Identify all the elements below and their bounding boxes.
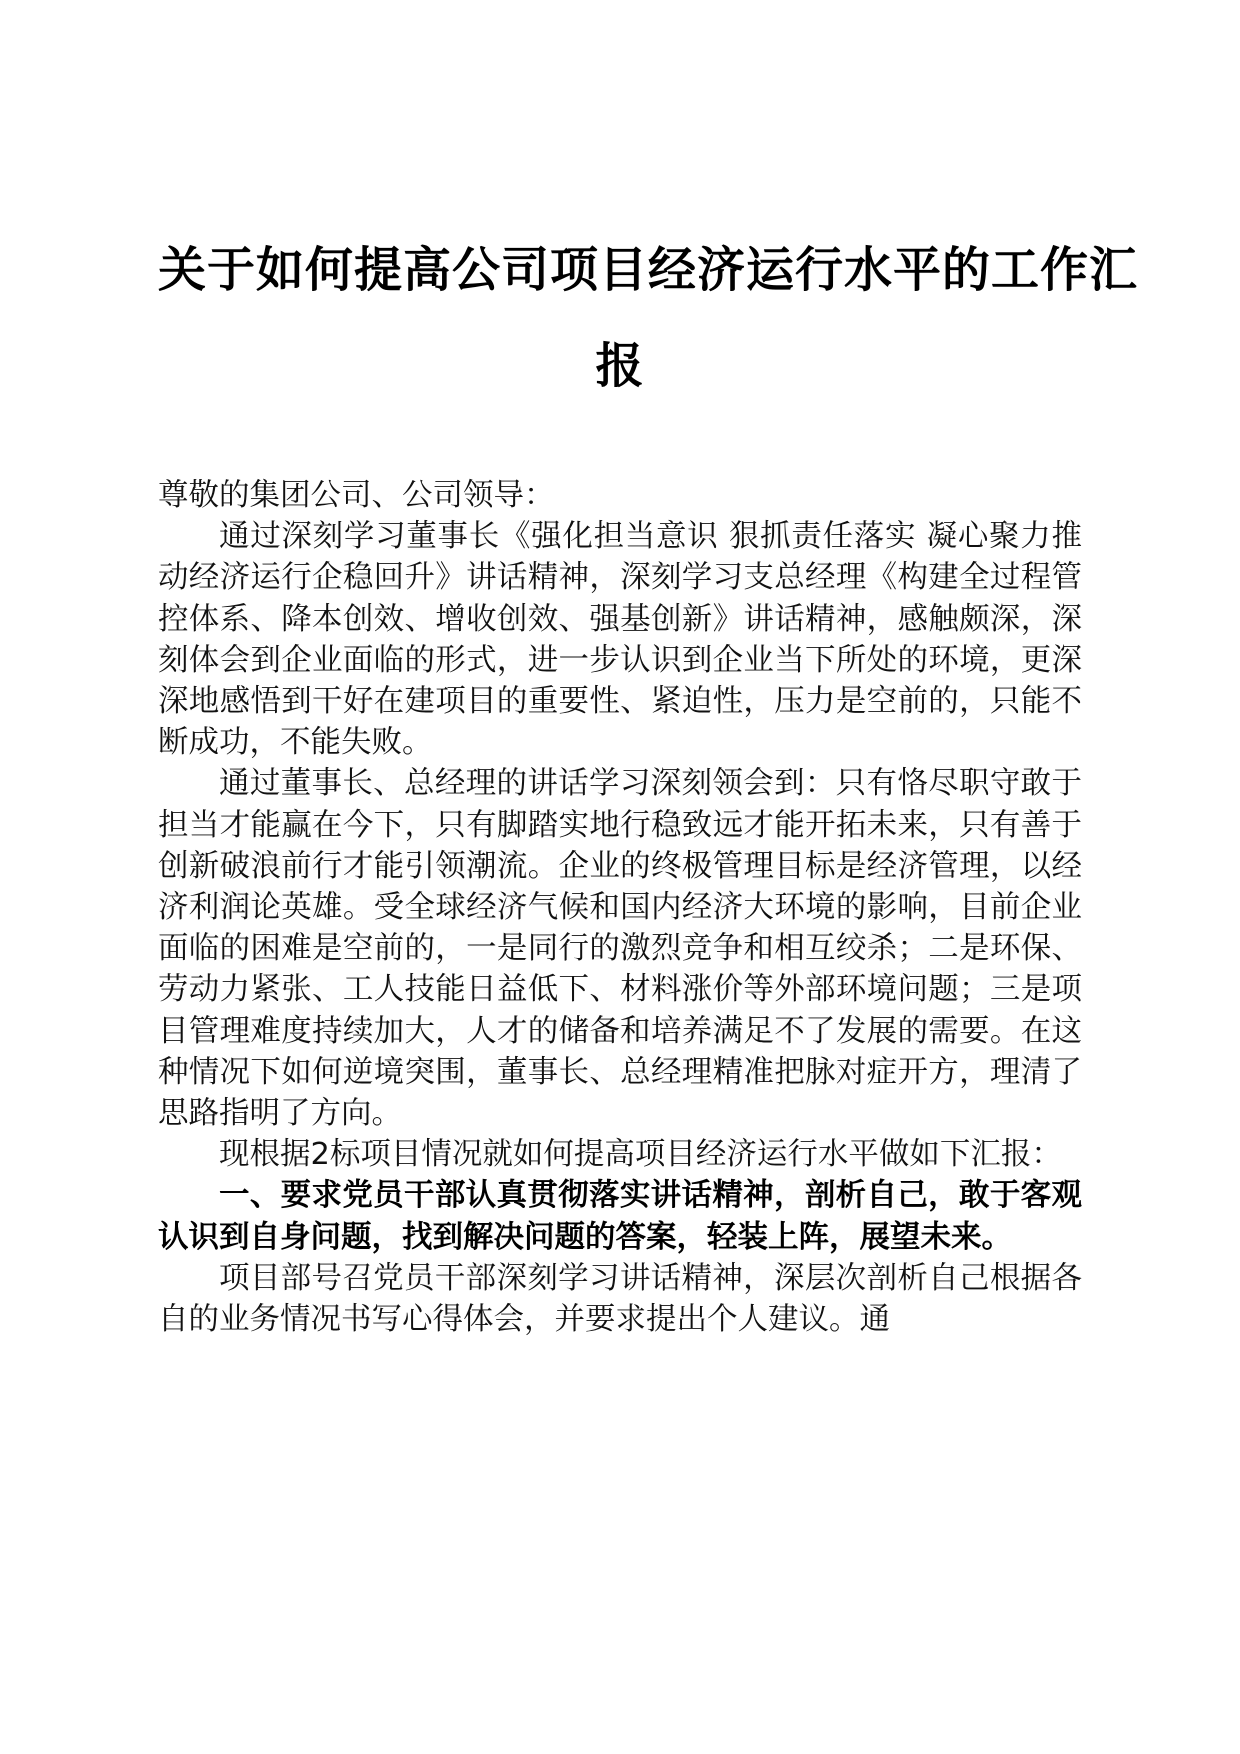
title-line-1: 关于如何提高公司项目经济运行水平的工作汇 (158, 242, 1139, 298)
salutation: 尊敬的集团公司、公司领导： (158, 478, 555, 513)
title-line-2: 报 (595, 338, 645, 394)
section-heading-1: 一、要求党员干部认真贯彻落实讲话精神，剖析自己，敢于客观认识到自身问题，找到解决问题的答案，轻装上阵，展望未来。 (158, 1178, 1082, 1255)
document-title (158, 222, 1139, 414)
document-body (158, 475, 1082, 1340)
paragraph-2: 通过董事长、总经理的讲话学习深刻领会到：只有恪尽职守敢于担当才能赢在今下，只有脚踏实地行稳致远才能开拓未来，只有善于创新破浪前行才能引领潮流。企业的终极管理目标是经济管理，以经济利润论英雄。受全球经济气候和国内经济大环境的影响，目前企业面临的困难是空前的，一是同行的激烈竞争和相互绞杀；二是环保、劳动力紧张、工人技能日益低下、材料涨价等外部环境问题；三是项目管理难度持续加大，人才的储备和培养满足不了发展的需要。在这种情况下如何逆境突围，董事长、总经理精准把脉对症开方，理清了思路指明了方向。 (158, 766, 1082, 1132)
document-page (158, 0, 1139, 1754)
paragraph-3: 现根据2标项目情况就如何提高项目经济运行水平做如下汇报： (219, 1137, 1062, 1173)
paragraph-1: 通过深刻学习董事长《强化担当意识 狠抓责任落实 凝心聚力推动经济运行企稳回升》讲话精神，深刻学习支总经理《构建全过程管控体系、降本创效、增收创效、强基创新》讲话精神，感触颇深，深刻体会到企业面临的形式，进一步认识到企业当下所处的环境，更深深地感悟到干好在建项目的重要性、紧迫性，压力是空前的，只能不断成功，不能失败。 (158, 519, 1082, 761)
paragraph-4: 项目部号召党员干部深刻学习讲话精神，深层次剖析自己根据各自的业务情况书写心得体会，并要求提出个人建议。通 (158, 1260, 1082, 1338)
